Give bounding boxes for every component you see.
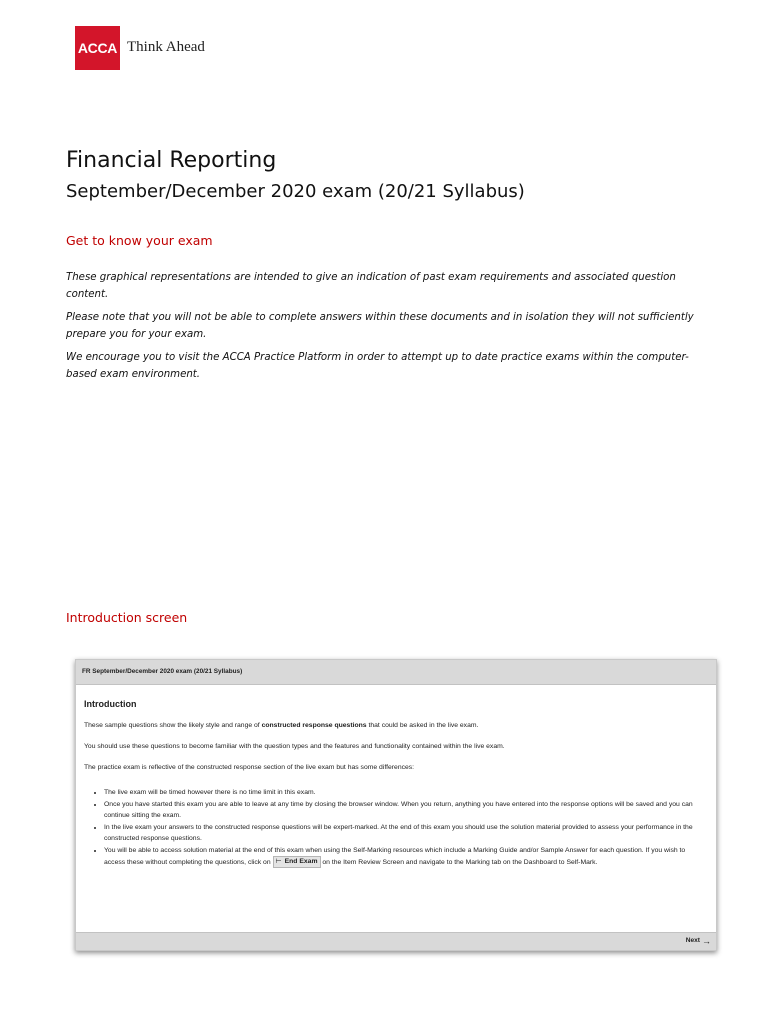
exam-paragraph: The practice exam is reflective of the constructed response section of the live exam but has some differences: xyxy=(84,764,415,771)
list-item-text: You will be able to access solution material at the end of this exam when using the Self-Marking resources which include a Marking Guide and/or Sample Answer for each question. If you wish to access these without completing the questions, click on xyxy=(104,846,686,866)
exam-paragraph xyxy=(84,721,708,731)
exam-screenshot xyxy=(75,659,717,951)
intro-paragraph: We encourage you to visit the ACCA Practice Platform in order to attempt up to date practice exams within the computer-based exam environment. xyxy=(66,352,689,380)
list-item: • The live exam will be timed however there is no time limit in this exam. xyxy=(104,787,708,799)
document-subtitle: September/December 2020 exam (20/21 Syllabus) xyxy=(66,181,525,202)
exam-footer-bar xyxy=(76,932,716,950)
arrow-right-icon: → xyxy=(702,936,711,946)
next-button[interactable] xyxy=(686,935,711,947)
end-exam-label: End Exam xyxy=(284,858,318,866)
exam-content xyxy=(76,685,716,868)
list-item: • Once you have started this exam you are able to leave at any time by closing the browser window. When you return, anything you have entered into the response options will be saved and you can continue sitting the exam. xyxy=(104,799,708,822)
acca-logo xyxy=(75,26,120,70)
exam-differences-list xyxy=(84,787,708,868)
section-heading-know-your-exam: Get to know your exam xyxy=(66,233,213,248)
exam-text: These sample questions show the likely style and range of xyxy=(84,722,262,729)
exam-paragraph: You should use these questions to become familiar with the question types and the features and functionality contained within the live exam. xyxy=(84,743,505,750)
end-exam-button-image xyxy=(273,856,321,868)
section-heading-introduction-screen: Introduction screen xyxy=(66,610,188,625)
intro-paragraph: Please note that you will not be able to complete answers within these documents and in isolation they will not sufficiently prepare you for your exam. xyxy=(66,312,694,340)
exit-icon: ⊢ xyxy=(275,858,282,866)
intro-paragraph: These graphical representations are intended to give an indication of past exam requirements and associated question content. xyxy=(66,272,676,300)
document-title: Financial Reporting xyxy=(66,148,277,173)
logo-brand-text: ACCA xyxy=(77,40,118,56)
list-item: • In the live exam your answers to the constructed response questions will be expert-marked. At the end of this exam you should use the solution material provided to assess your performance in the constructed response questions. xyxy=(104,822,708,845)
exam-section-heading: Introduction xyxy=(84,699,137,709)
intro-paragraphs xyxy=(66,270,706,390)
next-label: Next xyxy=(685,937,700,944)
exam-header-bar: FR September/December 2020 exam (20/21 Syllabus) xyxy=(76,660,716,685)
list-item xyxy=(104,845,708,869)
logo-tagline: Think Ahead xyxy=(127,39,205,55)
list-item-text: on the Item Review Screen and navigate to the Marking tab on the Dashboard to Self-Mark. xyxy=(320,858,598,866)
exam-text: that could be asked in the live exam. xyxy=(366,722,479,729)
exam-bold-text: constructed response questions xyxy=(261,722,367,729)
